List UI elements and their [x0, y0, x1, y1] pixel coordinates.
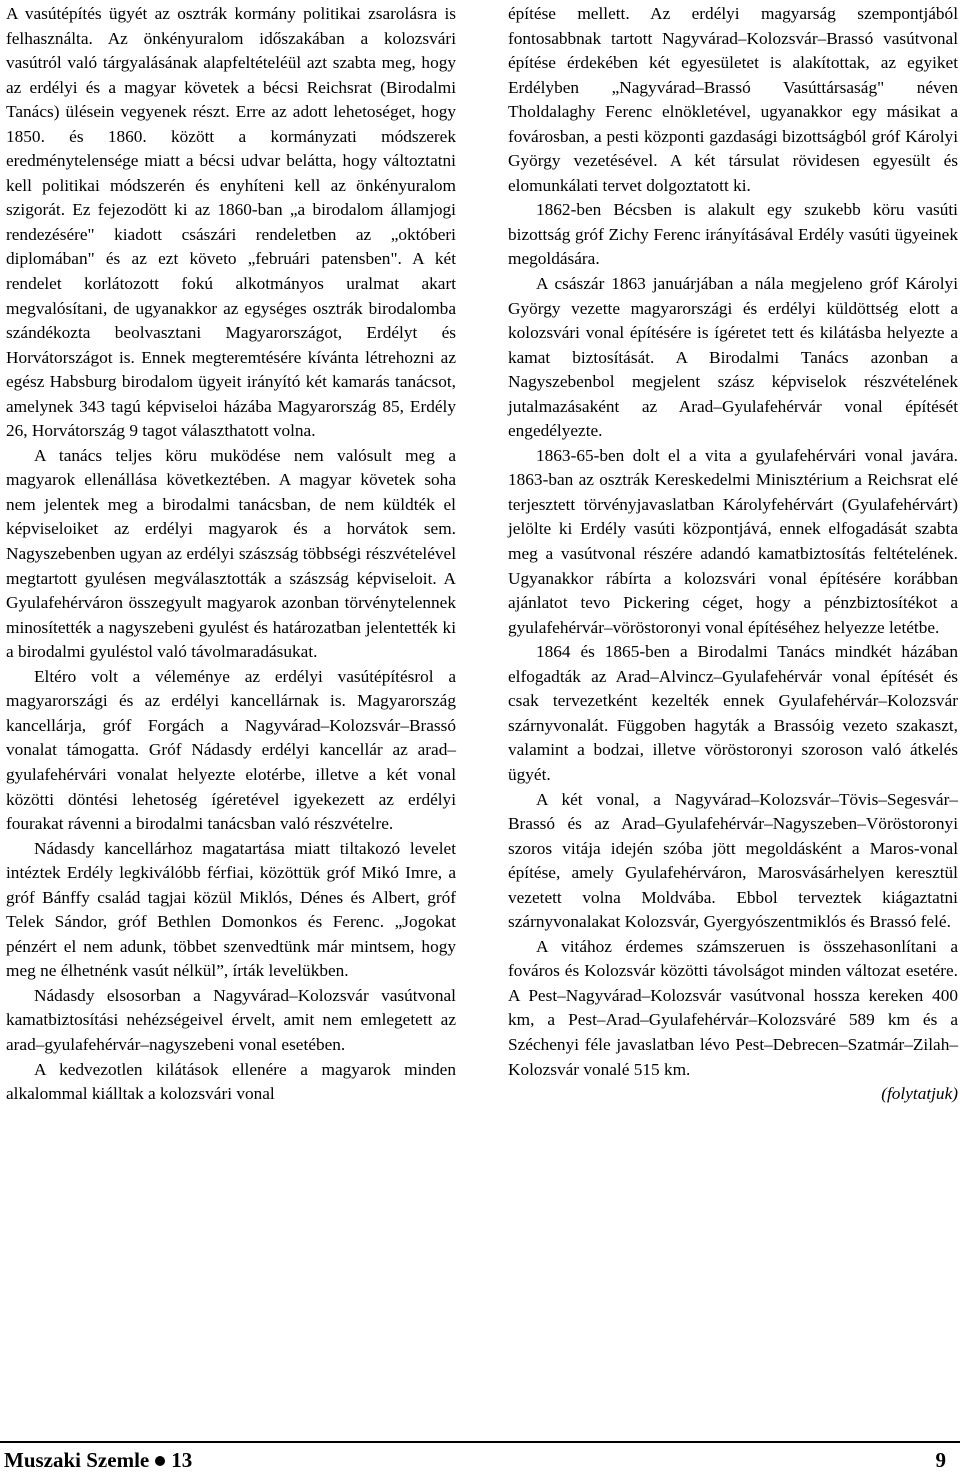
left-column [6, 2, 456, 1107]
paragraph: Nádasdy kancellárhoz magatartása miatt tiltakozó levelet intéztek Erdély legkiválóbb férfiai, közöttük gróf Mikó Imre, a gróf Bánffy család tagjai közül Miklós, Dénes és Albert, gróf Telek Sándor, gróf Bethlen Domonkos és Ferenc. „Jogokat pénzért el nem adunk, többet szenvedtünk már mintsem, hogy meg ne élhetnénk vasút nélkül”, írták levelükben. [6, 838, 456, 981]
footer-journal [4, 1449, 192, 1471]
paragraph: Eltéro volt a véleménye az erdélyi vasútépítésrol a magyarországi és az erdélyi kancellárnak is. Magyarország kancellárja, gróf Forgách a Nagyvárad–Kolozsvár–Brassó vonalat támogatta. Gróf Nádasdy erdélyi kancellár az arad–gyulafehérvári vonalat helyezte elotérbe, illetve a két vonal közötti döntési lehetoség ígéretével igyekezett az erdélyi fourakat rávenni a birodalmi tanácsban való részvételre. [6, 666, 456, 834]
paragraph: A vitához érdemes számszeruen is összehasonlítani a fováros és Kolozsvár közötti távolságot minden változat esetére. A Pest–Nagyvárad–Kolozsvár vasútvonal hossza kereken 400 km, a Pest–Arad–Gyulafehérvár–Kolozsváré 589 km és a Széchenyi féle javaslatban lévo Pest–Debrecen–Szatmár–Zilah–Kolozsvár vonalé 515 km. [508, 936, 958, 1079]
paragraph: A vasútépítés ügyét az osztrák kormány politikai zsarolásra is felhasználta. Az önkényuralom időszakában a kolozsvári vasútról való tárgyalásának alapfeltételéül azt szabta meg, hogy az erdélyi és a magyar követek a bécsi Reichsrat (Birodalmi Tanács) ülésein vegyenek részt. Erre az adott lehetoséget, hogy 1850. és 1860. között a kormányzati módszerek eredménytelensége miatt a bécsi udvar belátta, hogy változtatni kell politikai módszerén és enyhíteni kell az önkényuralom szigorát. Ez fejezodött ki az 1860-ban „a birodalom államjogi rendezésére" kiadott császári rendeletben az „októberi diplomában" és az ezt követo „februári patensben". A két rendelet korlátozott fokú alkotmányos uralmat akart megvalósítani, de ugyanakkor az egységes osztrák birodalomba szándékozta beolvasztani Magyarországot, Erdélyt és Horvátországot is. Ennek megteremtésére kívánta létrehozni az egész Habsburg birodalom ügyeit irányító két kamarás tanácsot, amelynek 343 tagú képviseloi házába Magyarország 85, Erdély 26, Horvátország 9 tagot választhatott volna. [6, 4, 456, 441]
page-number: 9 [935, 1448, 946, 1472]
right-column [508, 2, 958, 1107]
paragraph: A tanács teljes köru muködése nem valósult meg a magyarok ellenállása következtében. A magyar követek soha nem jelentek meg a birodalmi tanácsban, de nem küldték el képviseloiket az erdélyi magyarok és a horvátok sem. Nagyszebenben ugyan az erdélyi szászság többségi részvételével megtartott gyulésen megválasztották a szászság képviseloit. A Gyulafehérváron összegyult magyarok azonban törvénytelennek minosítették a nagyszebeni gyulést és határozatban jelentették ki a birodalmi gyuléstol való távolmaradásukat. [6, 445, 456, 662]
issue-number: 13 [171, 1448, 193, 1472]
bullet-icon [155, 1456, 165, 1466]
paragraph: 1862-ben Bécsben is alakult egy szukebb köru vasúti bizottság gróf Zichy Ferenc irányításával Erdély vasúti ügyeinek megoldására. [508, 200, 958, 269]
paragraph: Nádasdy elsosorban a Nagyvárad–Kolozsvár vasútvonal kamatbiztosítási nehézségeivel érvelt, amit nem emlegetett az arad–gyulafehérvár–nagyszebeni vonal esetében. [6, 985, 456, 1054]
paragraph: 1864 és 1865-ben a Birodalmi Tanács mindkét házában elfogadták az Arad–Alvincz–Gyulafehérvár vonal építését és csak tervezetként kezelték ennek Gyulafehérvár–Kolozsvár szárnyvonalát. Függoben hagyták a Brassóig vezeto szakaszt, valamint a bodzai, illetve vöröstoronyi szoroson való átkelés ügyét. [508, 642, 958, 784]
paragraph: A császár 1863 januárjában a nála megjeleno gróf Károlyi György vezette magyarországi és erdélyi küldöttség elott a kolozsvári vonal építésére is ígéretet tett és kilátásba helyezte a kamat biztosítását. A Birodalmi Tanács azonban a Nagyszebenbol megjelent szász képviselok részvételének jutalmazásaként az Arad–Gyulafehérvár vonal építését engedélyezte. [508, 274, 958, 441]
journal-title: Muszaki Szemle [4, 1448, 150, 1472]
paragraph: A kedvezotlen kilátások ellenére a magyarok minden alkalommal kiálltak a kolozsvári vonal [6, 1059, 456, 1104]
continuation-note: (folytatjuk) [881, 1084, 958, 1104]
footer-divider [0, 1441, 960, 1443]
paragraph: 1863-65-ben dolt el a vita a gyulafehérvári vonal javára. 1863-ban az osztrák Kereskedelmi Minisztérium a Reichsrat elé terjesztett törvényjavaslatban Károlyfehérvárt (Gyulafehérvárt) jelölte ki Erdély vasúti központjává, ennek elfogadását szabta meg a vasútvonal részére adandó kamatbiztosítás feltételének. Ugyanakkor rábírta a kolozsvári vonal építésére korábban ajánlatot tevo Pickering céget, hogy a pénzbiztosítékot a gyulafehérvár–vöröstoronyi vonal építéséhez helyezze letétbe. [508, 445, 958, 637]
paragraph: A két vonal, a Nagyvárad–Kolozsvár–Tövis–Segesvár–Brassó és az Arad–Gyulafehérvár–Nagyszeben–Vöröstoronyi szoros vitája idején szóba jött megoldásként a Maros-vonal építése, amely Gyulafehérváron, Marosvásárhelyen keresztül vezetett volna Moldvába. Ebbol terveztek kiágaztatni szárnyvonalakat Kolozsvár, Gyergyószentmiklós és Brassó felé. [508, 789, 958, 932]
paragraph: építése mellett. Az erdélyi magyarság szempontjából fontosabbnak tartott Nagyvárad–Kolozsvár–Brassó vasútvonal építése érdekében két egyesületet is alakítottak, az egyiket Erdélyben „Nagyvárad–Brassó Vasúttársaság" néven Tholdalaghy Ferenc elnökletével, ugyanakkor egy másikat a fovárosban, a pesti központi gazdasági bizottságból gróf Károlyi György vezetésével. A két társulat rövidesen egyesült és elomunkálati tervet dolgoztatott ki. [508, 4, 958, 195]
